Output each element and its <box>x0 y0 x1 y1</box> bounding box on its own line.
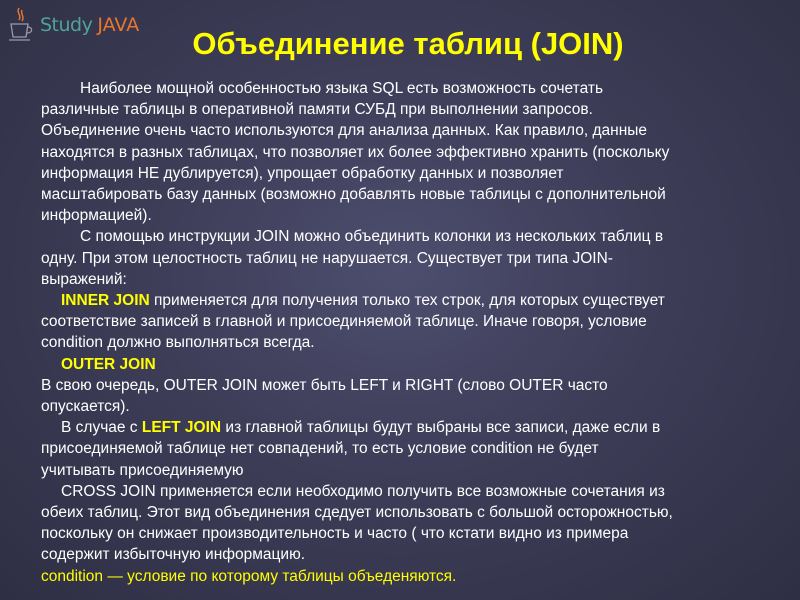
text-line <box>41 396 781 417</box>
text-line <box>41 120 781 141</box>
text-segment: информацией). <box>41 207 152 225</box>
text-segment: масштабировать базу данных (возможно добавлять новые таблицы с дополнительной <box>41 186 666 204</box>
text-line <box>41 544 781 565</box>
text-line <box>41 205 781 226</box>
text-line <box>41 523 781 544</box>
text-line <box>41 375 781 396</box>
text-segment: применяется для получения только тех строк, для которых существует <box>149 292 665 310</box>
text-segment: CROSS JOIN применяется если необходимо получить все возможные сочетания из <box>61 482 665 500</box>
slide-title: Объединение таблиц (JOIN) <box>192 26 624 61</box>
highlighted-term: INNER JOIN <box>61 292 150 310</box>
text-segment: поскольку он снижает производительность и часто ( что кстати видно из примера <box>41 525 629 543</box>
text-segment: опускается). <box>41 398 130 416</box>
text-line <box>41 481 781 502</box>
slide-body-text <box>41 78 781 587</box>
text-segment: С помощью инструкции JOIN можно объединить колонки из нескольких таблиц в <box>80 228 664 246</box>
text-segment: В случае с <box>61 419 142 437</box>
text-line <box>41 332 781 353</box>
highlighted-term: OUTER JOIN <box>61 355 156 373</box>
text-line <box>41 78 781 99</box>
text-segment: различные таблицы в оперативной памяти СУБД при выполнении запросов. <box>41 101 593 119</box>
text-segment: находятся в разных таблицах, что позволяет их более эффективно хранить (поскольку <box>41 143 670 161</box>
text-line <box>41 142 781 163</box>
text-segment: учитывать присоединяемую <box>41 461 244 479</box>
text-line <box>41 184 781 205</box>
text-line <box>41 99 781 120</box>
text-line <box>41 226 781 247</box>
text-segment: содержит избыточную информацию. <box>41 546 306 564</box>
text-line <box>41 290 781 311</box>
text-line <box>41 566 781 587</box>
text-segment: информация НЕ дублируется), упрощает обработку данных и позволяет <box>41 164 564 182</box>
text-segment: condition — условие по которому таблицы объеденяются. <box>41 567 457 585</box>
text-segment: из главной таблицы будут выбраны все записи, даже если в <box>221 419 661 437</box>
text-segment: соответствие записей в главной и присоединяемой таблице. Иначе говоря, условие <box>41 313 647 331</box>
text-line <box>41 311 781 332</box>
text-segment: В свою очередь, OUTER JOIN может быть LEFT и RIGHT (слово OUTER часто <box>41 376 608 394</box>
logo-java-text: JAVA <box>97 14 140 36</box>
text-segment: присоединяемой таблице нет совпадений, то есть условие condition не будет <box>41 440 599 458</box>
text-line <box>41 438 781 459</box>
text-segment: одну. При этом целостность таблиц не нарушается. Существует три типа JOIN- <box>41 249 613 267</box>
text-segment: Наиболее мощной особенностью языка SQL есть возможность сочетать <box>80 80 604 97</box>
text-line <box>41 269 781 290</box>
text-line <box>41 417 781 438</box>
text-line <box>41 163 781 184</box>
text-segment: выражений: <box>41 270 127 288</box>
text-line <box>41 502 781 523</box>
text-line <box>41 354 781 375</box>
text-line <box>41 460 781 481</box>
text-segment: Объединение очень часто используются для анализа данных. Как правило, данные <box>41 122 648 140</box>
text-segment: обеих таблиц. Этот вид объединения сдедует использовать с большой осторожностью, <box>41 504 673 522</box>
highlighted-term: LEFT JOIN <box>141 419 222 437</box>
logo-study-text: Study <box>40 14 93 36</box>
text-line <box>41 248 781 269</box>
text-segment: condition должно выполняться всегда. <box>41 334 315 352</box>
